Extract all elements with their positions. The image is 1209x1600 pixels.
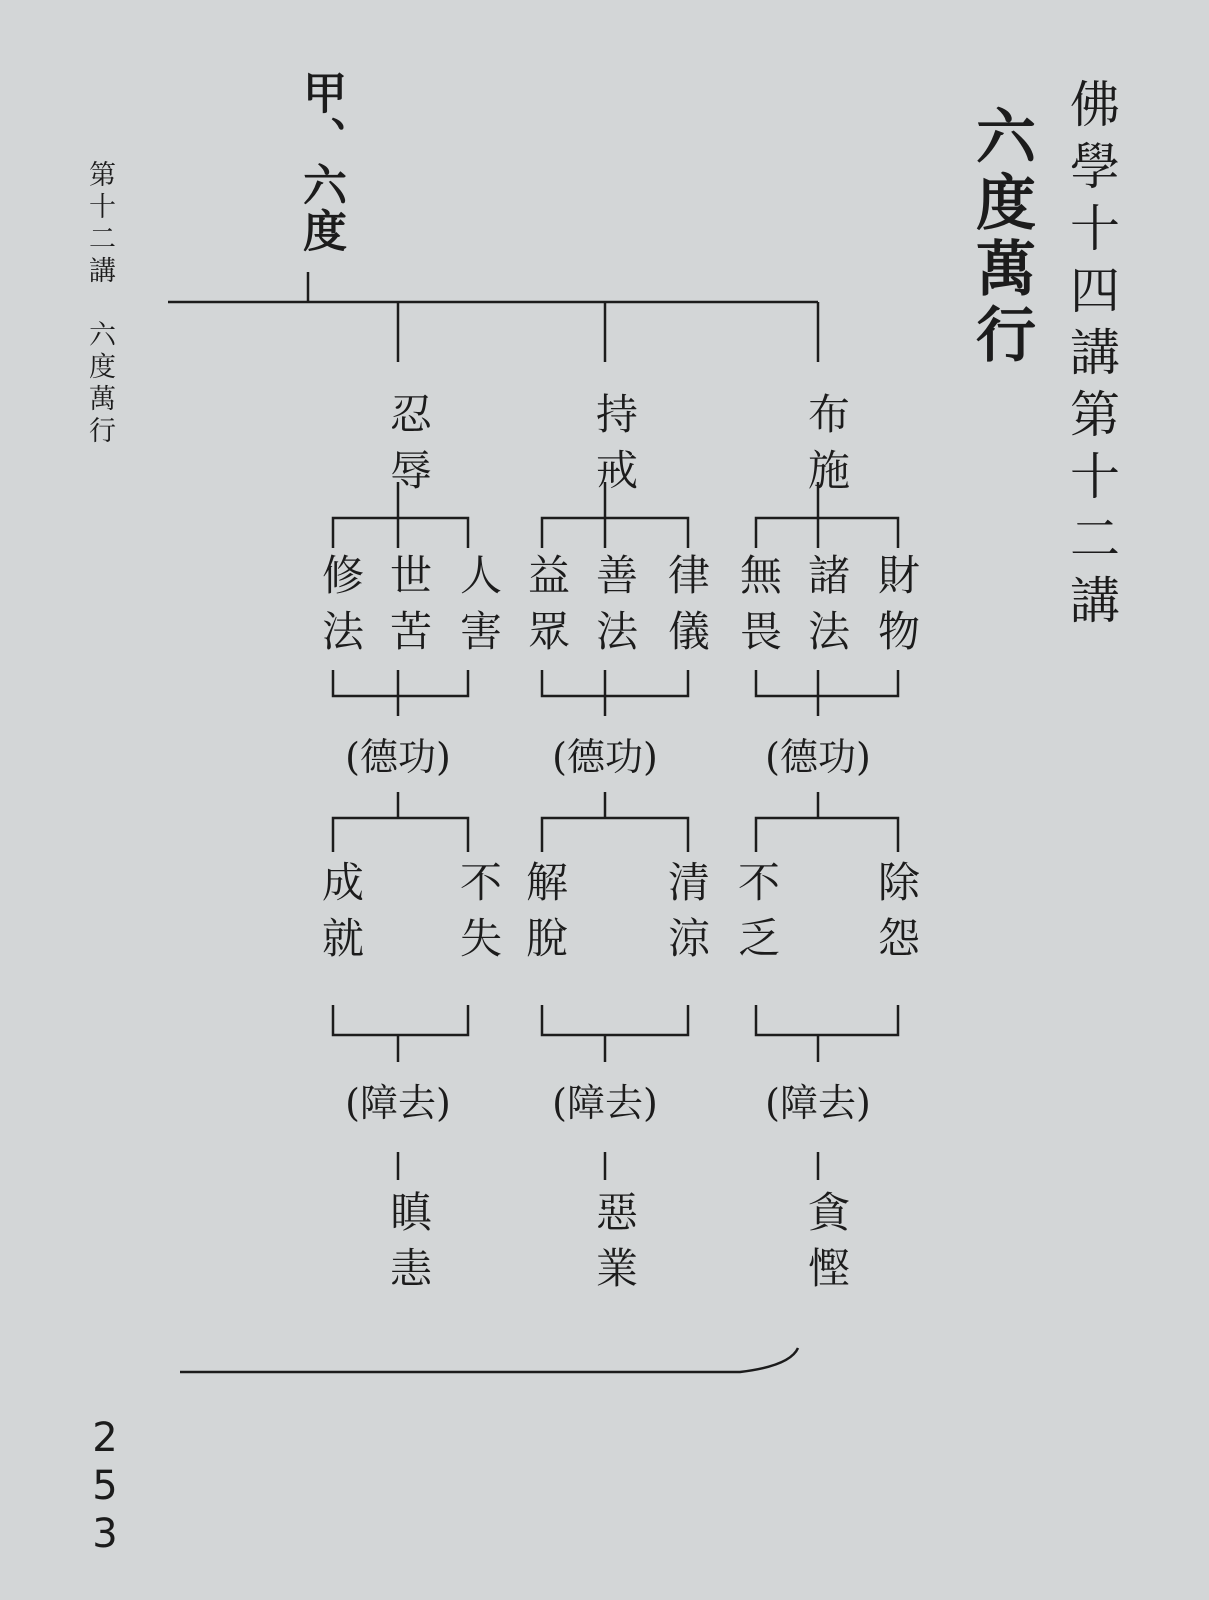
precepts-removes-evil-karma: 惡業	[590, 1190, 639, 1302]
patience-merit-label: (德功)	[345, 735, 451, 779]
patience-benefit-worldly-suffering: 世苦	[384, 553, 433, 665]
patience-removes-anger: 瞋恚	[384, 1190, 433, 1302]
giving-outcome-remove-enmity: 除怨	[872, 860, 921, 972]
precepts-benefit-benefit-beings: 益眾	[522, 553, 571, 665]
giving-obstacle-label: (障去)	[765, 1081, 871, 1125]
patience-benefit-human-harm: 人害	[454, 553, 503, 665]
patience-outcome-not-lost: 不失	[454, 860, 503, 972]
running-head: 第十二講 六度萬行	[84, 160, 115, 448]
precepts-benefit-discipline: 律儀	[662, 553, 711, 665]
branch-name-giving: 布施	[802, 392, 851, 504]
precepts-merit-label: (德功)	[552, 735, 658, 779]
giving-removes-greed: 貪慳	[802, 1190, 851, 1302]
page-title: 六度萬行	[966, 105, 1036, 369]
giving-outcome-no-lack: 不乏	[732, 860, 781, 972]
precepts-obstacle-label: (障去)	[552, 1081, 658, 1125]
precepts-outcome-coolness: 清涼	[662, 860, 711, 972]
lecture-title: 佛學十四講第十二講	[1062, 78, 1120, 636]
giving-merit-label: (德功)	[765, 735, 871, 779]
precepts-outcome-liberation: 解脫	[520, 860, 569, 972]
branch-name-precepts: 持戒	[590, 392, 639, 504]
page-number: 253	[82, 1415, 128, 1559]
patience-obstacle-label: (障去)	[345, 1081, 451, 1125]
giving-benefit-fearlessness: 無畏	[734, 553, 783, 665]
giving-benefit-wealth: 財物	[872, 553, 921, 665]
patience-benefit-practice-dharma: 修法	[316, 553, 365, 665]
giving-benefit-dharma: 諸法	[802, 553, 851, 665]
tree-root-label: 甲、六度	[295, 70, 346, 254]
branch-name-patience: 忍辱	[384, 392, 433, 504]
precepts-benefit-good-dharma: 善法	[590, 553, 639, 665]
patience-outcome-accomplishment: 成就	[316, 860, 365, 972]
